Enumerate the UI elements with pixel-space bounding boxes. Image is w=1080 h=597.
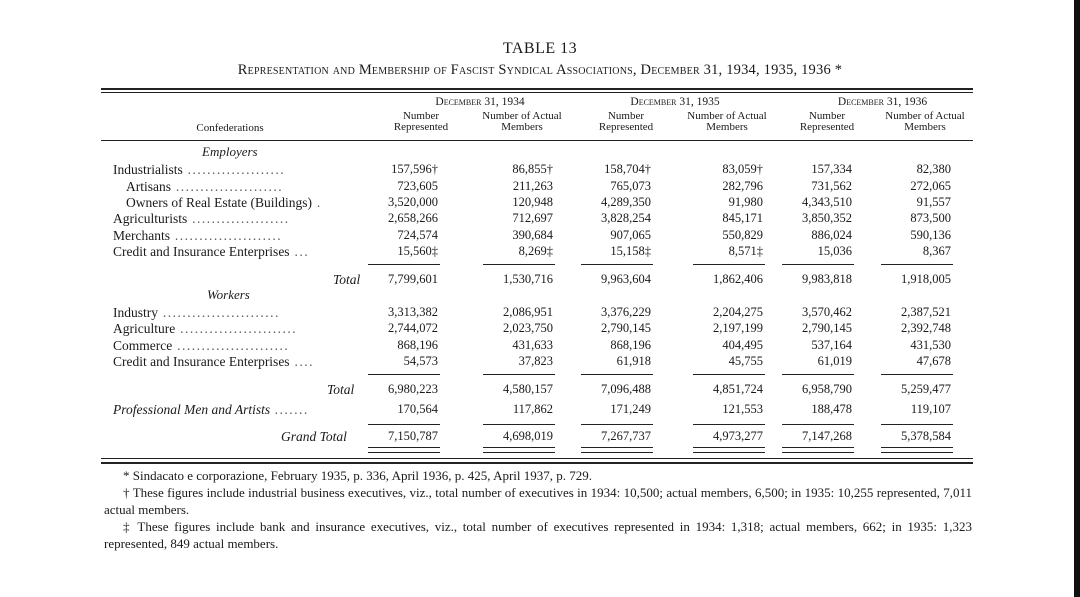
footnote-source: * Sindacato e corporazione, February 1935, p. 336, April 1936, p. 425, April 1937, p. 729. [123,468,593,483]
subhead-represented-1934: Number Represented [393,110,449,133]
value-cell: 4,289,350 [601,195,651,209]
row-label [113,321,297,337]
sum-rule [581,264,653,265]
value-cell: 550,829 [722,228,763,242]
footnote-dagger: † These figures include industrial business executives, viz., total number of executives in 1934: 10,500; actual members, 6,500; in 1935: 10,255 represented, 7,011 actual members. [104,485,972,517]
employer-row [101,228,973,244]
value-cell: 37,823 [518,354,553,368]
value-cell: 15,560‡ [397,244,438,258]
table-title: TABLE 13 [502,40,578,57]
value-cell: 188,478 [811,402,852,416]
value-cell: 82,380 [916,162,951,176]
sum-rule [881,374,953,375]
sum-rule [782,264,854,265]
table-subtitle: Representation and Membership of Fascist Syndical Associations, December 31, 1934, 1935, 1936 * [237,62,843,78]
row-label-text: Commerce [113,338,173,353]
worker-row [101,305,973,321]
value-cell: 117,862 [512,402,553,416]
sum-rule [483,264,555,265]
row-label [113,162,285,178]
value-cell: 5,259,477 [901,382,951,396]
value-cell: 119,107 [910,402,951,416]
leader-dots: .................... [182,162,286,177]
top-rule [101,88,973,90]
section-workers: Workers [207,287,250,302]
row-label [113,305,280,321]
confederations-header: Confederations [196,122,264,134]
sum-rule [368,374,440,375]
leader-dots: ... [289,244,310,259]
value-cell: 54,573 [403,354,438,368]
value-cell: 4,580,157 [503,382,553,396]
value-cell: 3,520,000 [388,195,438,209]
value-cell: 4,851,724 [713,382,763,396]
value-cell: 2,197,199 [713,321,763,335]
employers-total-row [101,272,973,288]
row-label-text: Total [327,382,355,397]
value-cell: 47,678 [916,354,951,368]
value-cell: 15,036 [817,244,852,258]
value-cell: 157,596† [391,162,438,176]
row-label [126,195,322,211]
value-cell: 590,136 [910,228,951,242]
row-label [113,402,309,418]
value-cell: 2,387,521 [901,305,951,319]
row-label [113,338,289,354]
value-cell: 9,963,604 [601,272,651,286]
value-cell: 712,697 [512,211,553,225]
value-cell: 3,376,229 [601,305,651,319]
value-cell: 537,164 [811,338,852,352]
right-edge-bar [1074,0,1080,597]
row-label-text: Owners of Real Estate (Buildings) [126,195,312,210]
value-cell: 723,605 [397,179,438,193]
value-cell: 724,574 [397,228,438,242]
value-cell: 907,065 [610,228,651,242]
leader-dots: ...................... [169,228,283,243]
sum-rule [782,374,854,375]
double-underline [693,447,765,453]
row-label-text: Professional Men and Artists [113,402,271,417]
sum-rule [368,424,440,425]
grand-total-line [101,429,973,445]
value-cell: 431,530 [910,338,951,352]
subhead-members-1934: Number of Actual Members [482,110,562,133]
sum-rule [483,424,555,425]
bottom-rule-thick [101,462,973,464]
leader-dots: ....................... [172,338,290,353]
worker-row [101,321,973,337]
value-cell: 121,553 [722,402,763,416]
value-cell: 8,571‡ [728,244,763,258]
value-cell: 171,249 [610,402,651,416]
section-employers: Employers [202,144,258,159]
value-cell: 2,744,072 [388,321,438,335]
value-cell: 211,263 [512,179,553,193]
value-cell: 390,684 [512,228,553,242]
row-label-text: Grand Total [281,429,347,444]
value-cell: 886,024 [811,228,852,242]
row-label [113,244,309,260]
row-label [126,179,283,195]
sum-rule [368,264,440,265]
worker-row [101,354,973,370]
value-cell: 86,855† [512,162,553,176]
employer-row [101,244,973,260]
employer-row [101,179,973,195]
value-cell: 272,065 [910,179,951,193]
row-label-text: Agriculture [113,321,176,336]
double-underline [368,447,440,453]
value-cell: 4,698,019 [503,429,553,443]
sum-rule [693,374,765,375]
col-group-1934: December 31, 1934 [435,96,525,108]
col-group-1935: December 31, 1935 [630,96,720,108]
leader-dots: .................... [187,211,290,226]
footnote-double-dagger: ‡ These figures include bank and insurance executives, viz., total number of executives represented in 1934: 1,318; actual members, 662; in 1935: 1,323 represented, 849 actual members. [104,519,972,551]
workers-total-row [101,382,973,398]
sum-rule [581,374,653,375]
leader-dots: ....... [270,402,310,417]
worker-row [101,338,973,354]
top-rule-inner [101,92,973,93]
value-cell: 2,392,748 [901,321,951,335]
row-label [113,354,314,370]
value-cell: 2,658,266 [388,211,438,225]
value-cell: 9,983,818 [802,272,852,286]
value-cell: 2,023,750 [503,321,553,335]
value-cell: 431,633 [512,338,553,352]
value-cell: 731,562 [811,179,852,193]
value-cell: 7,799,601 [388,272,438,286]
value-cell: 170,564 [397,402,438,416]
value-cell: 1,862,406 [713,272,763,286]
value-cell: 158,704† [604,162,651,176]
row-label-text: Merchants [113,228,170,243]
col-group-1936: December 31, 1936 [837,96,928,108]
subhead-members-1935: Number of Actual Members [687,110,767,133]
value-cell: 2,790,145 [601,321,651,335]
sum-rule [483,374,555,375]
row-label-text: Credit and Insurance Enterprises [113,244,290,259]
value-cell: 6,980,223 [388,382,438,396]
value-cell: 3,313,382 [388,305,438,319]
employer-row [101,211,973,227]
value-cell: 1,918,005 [901,272,951,286]
value-cell: 3,828,254 [601,211,651,225]
leader-dots: . [311,195,322,210]
value-cell: 157,334 [811,162,852,176]
row-label-text: Artisans [126,179,171,194]
double-underline [483,447,555,453]
value-cell: 5,378,584 [901,429,951,443]
value-cell: 873,500 [910,211,951,225]
value-cell: 120,948 [512,195,553,209]
professional-row-line [101,402,973,418]
value-cell: 2,204,275 [713,305,763,319]
sum-rule [881,264,953,265]
row-label-text: Total [333,272,361,287]
subhead-represented-1936: Number Represented [799,110,855,133]
value-cell: 8,269‡ [518,244,553,258]
value-cell: 6,958,790 [802,382,852,396]
sum-rule [881,424,953,425]
sum-rule [581,424,653,425]
value-cell: 7,150,787 [388,429,438,443]
value-cell: 45,755 [728,354,763,368]
value-cell: 7,267,737 [601,429,651,443]
value-cell: 1,530,716 [503,272,553,286]
value-cell: 61,019 [817,354,852,368]
leader-dots: ........................ [158,305,280,320]
value-cell: 2,790,145 [802,321,852,335]
value-cell: 765,073 [610,179,651,193]
value-cell: 7,096,488 [601,382,651,396]
header-rule [101,140,973,141]
subhead-represented-1935: Number Represented [598,110,654,133]
value-cell: 8,367 [922,244,951,258]
row-label-text: Agriculturists [113,211,188,226]
leader-dots: ...................... [171,179,284,194]
value-cell: 91,557 [916,195,951,209]
value-cell: 404,495 [722,338,763,352]
employer-row [101,195,973,211]
sum-rule [782,424,854,425]
value-cell: 868,196 [610,338,651,352]
value-cell: 4,343,510 [802,195,852,209]
value-cell: 61,918 [616,354,651,368]
bottom-rule [101,458,973,459]
value-cell: 7,147,268 [802,429,852,443]
value-cell: 83,059† [722,162,763,176]
value-cell: 15,158‡ [610,244,651,258]
row-label [113,211,290,227]
value-cell: 91,980 [728,195,763,209]
subhead-members-1936: Number of Actual Members [885,110,965,133]
value-cell: 4,973,277 [713,429,763,443]
leader-dots: .... [289,354,314,369]
double-underline [581,447,653,453]
value-cell: 2,086,951 [503,305,553,319]
value-cell: 282,796 [722,179,763,193]
row-label-text: Industrialists [113,162,183,177]
sum-rule [693,264,765,265]
double-underline [881,447,953,453]
row-label [113,228,282,244]
leader-dots: ........................ [175,321,298,336]
value-cell: 3,570,462 [802,305,852,319]
double-underline [782,447,854,453]
row-label-text: Industry [113,305,158,320]
value-cell: 868,196 [397,338,438,352]
employer-row [101,162,973,178]
value-cell: 3,850,352 [802,211,852,225]
sum-rule [693,424,765,425]
row-label-text: Credit and Insurance Enterprises [113,354,290,369]
value-cell: 845,171 [722,211,763,225]
